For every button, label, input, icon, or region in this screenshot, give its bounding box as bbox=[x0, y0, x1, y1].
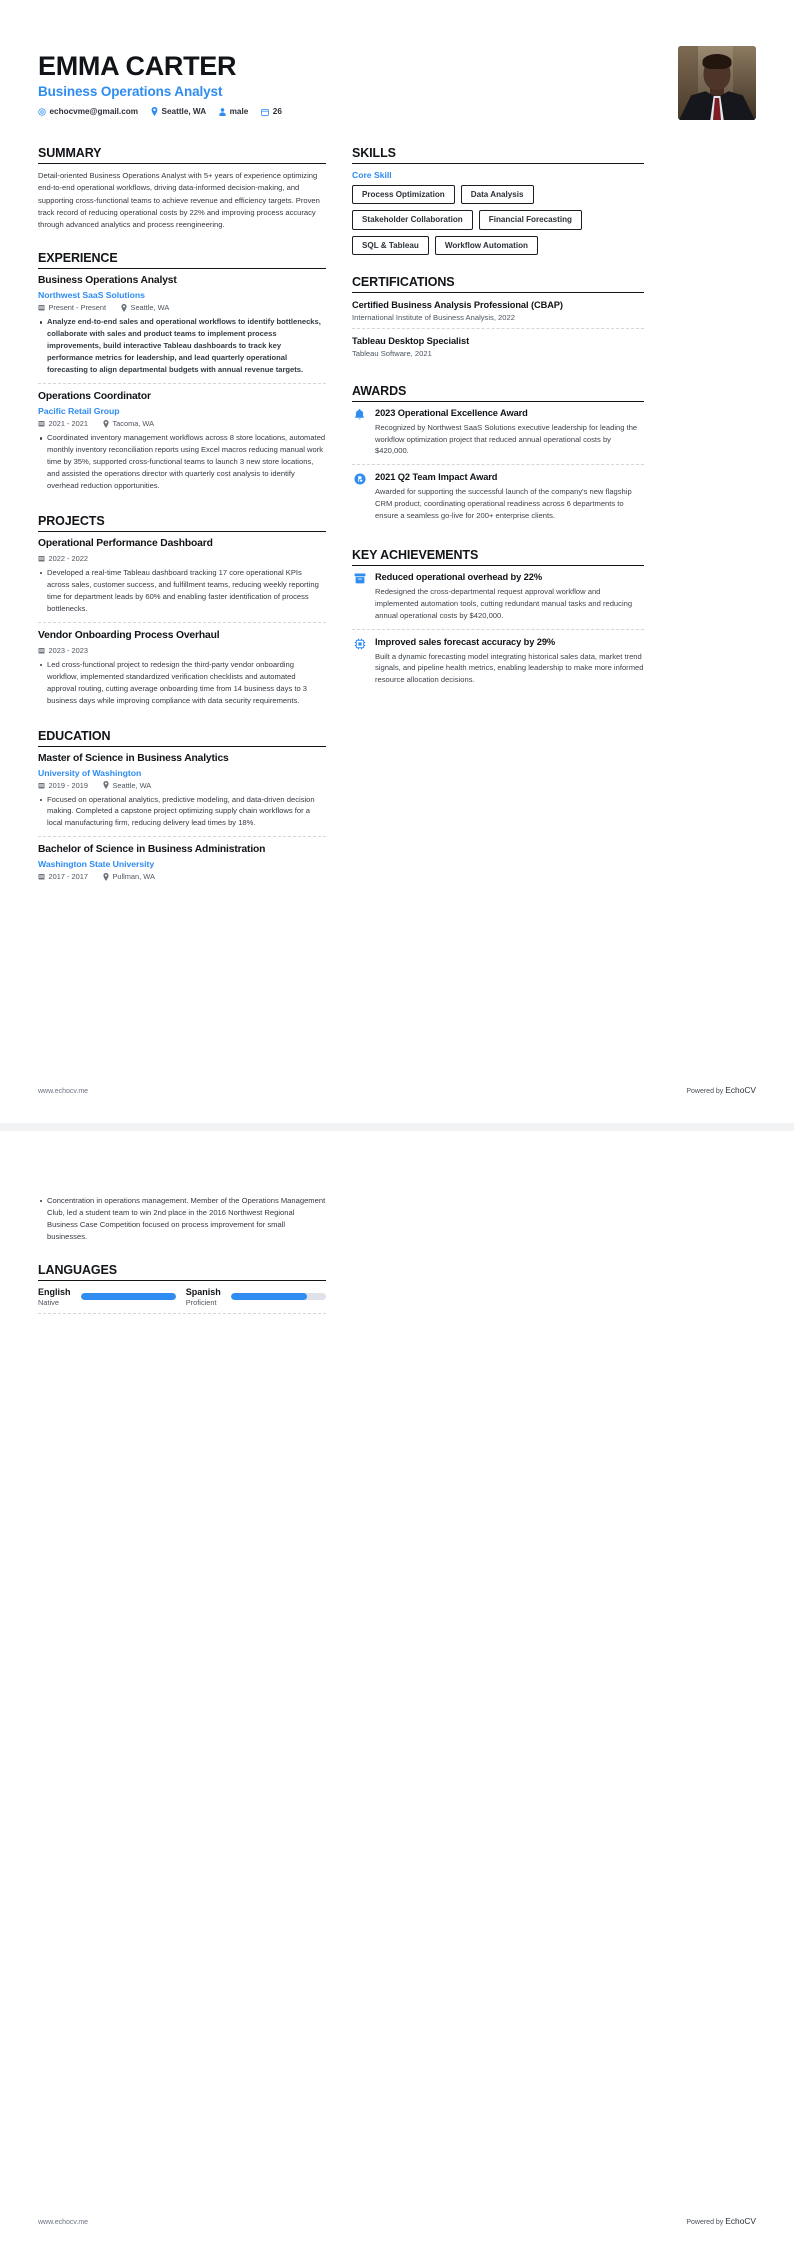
entry-dates bbox=[38, 554, 88, 563]
resume-page-1 bbox=[0, 0, 794, 1123]
calendar-icon bbox=[38, 873, 45, 880]
location-pin-icon bbox=[103, 420, 109, 428]
certification-name: Tableau Desktop Specialist bbox=[352, 335, 470, 346]
entry-dates-value: 2021 - 2021 bbox=[48, 419, 88, 429]
left-column-continued bbox=[38, 1191, 326, 1328]
summary-heading: SUMMARY bbox=[38, 146, 326, 164]
footer-website[interactable]: www.echocv.me bbox=[38, 2219, 89, 2226]
resume-body bbox=[38, 146, 756, 897]
projects-heading: PROJECTS bbox=[38, 514, 326, 532]
achievement-title: Improved sales forecast accuracy by 29% bbox=[375, 636, 556, 647]
contact-age-value: 26 bbox=[272, 107, 282, 117]
education-entry bbox=[38, 844, 326, 883]
certification-issuer: Tableau Software, 2021 bbox=[352, 349, 432, 359]
section-awards bbox=[352, 384, 644, 528]
language-proficiency-fill bbox=[231, 1293, 307, 1300]
page-title: EMMA CARTER bbox=[38, 51, 237, 81]
page-break-divider bbox=[0, 1123, 794, 1131]
award-title: 2021 Q2 Team Impact Award bbox=[375, 472, 498, 483]
education-continued-bullets bbox=[38, 1195, 326, 1243]
contact-row bbox=[38, 107, 282, 116]
calendar-icon bbox=[261, 108, 269, 116]
contact-age bbox=[261, 107, 282, 116]
entry-meta bbox=[38, 781, 326, 790]
calendar-icon bbox=[38, 647, 45, 654]
achievement-title: Reduced operational overhead by 22% bbox=[375, 572, 542, 583]
entry-location bbox=[103, 872, 155, 881]
language-proficiency-bar bbox=[81, 1293, 176, 1300]
certification-issuer: International Institute of Business Analysis, 2022 bbox=[352, 312, 515, 322]
section-experience bbox=[38, 251, 326, 494]
languages-heading: LANGUAGES bbox=[38, 1263, 326, 1281]
resume-header bbox=[38, 34, 756, 120]
resume-page-2 bbox=[0, 1131, 794, 2254]
awards-heading: AWARDS bbox=[352, 384, 644, 402]
award-description: Recognized by Northwest SaaS Solutions executive leadership for leading the workflow optimization project that reduced annual operational costs by $420,000. bbox=[375, 422, 638, 456]
achievement-item bbox=[352, 637, 644, 693]
list-item: Analyze end-to-end sales and operational workflows to identify bottlenecks, collaborate with sales and product teams to implement process improvements, build interactive Tableau dashboards to track key performance metrics for leadership, and lead quarterly operational forecasting to align departmental budgets with annual revenue targets. bbox=[38, 316, 326, 376]
school-name: Washington State University bbox=[38, 859, 155, 870]
certification-name: Certified Business Analysis Professional (CBAP) bbox=[352, 299, 563, 310]
entry-meta bbox=[38, 646, 326, 655]
skill-tag[interactable]: Stakeholder Collaboration bbox=[352, 210, 473, 229]
entry-dates bbox=[38, 419, 88, 428]
degree-title: Master of Science in Business Analytics bbox=[38, 752, 229, 764]
archive-box-icon bbox=[352, 572, 367, 621]
project-title: Vendor Onboarding Process Overhaul bbox=[38, 629, 220, 641]
contact-location-value: Seattle, WA bbox=[161, 107, 207, 117]
page-footer bbox=[38, 2216, 756, 2226]
skill-tag[interactable]: Workflow Automation bbox=[435, 236, 538, 255]
calendar-icon bbox=[38, 420, 45, 427]
entry-bullets bbox=[38, 567, 326, 615]
entry-organization: Pacific Retail Group bbox=[38, 406, 120, 417]
person-icon bbox=[219, 108, 226, 116]
skill-tag[interactable]: Financial Forecasting bbox=[479, 210, 582, 229]
entry-meta bbox=[38, 554, 326, 563]
entry-bullets bbox=[38, 432, 326, 492]
certification-item bbox=[352, 299, 644, 329]
footer-brand bbox=[686, 1085, 756, 1095]
school-name: University of Washington bbox=[38, 767, 142, 778]
project-title: Operational Performance Dashboard bbox=[38, 538, 213, 550]
location-pin-icon bbox=[121, 304, 127, 312]
list-item: Developed a real-time Tableau dashboard tracking 17 core operational KPIs across sales, customer success, and fulfillment teams, reducing weekly reporting time for department leads by 60% and enabling faster identification of process bottlenecks. bbox=[38, 567, 326, 615]
entry-meta bbox=[38, 303, 326, 312]
entry-dates-value: 2022 - 2022 bbox=[48, 553, 88, 563]
entry-location-value: Seattle, WA bbox=[112, 780, 152, 790]
entry-location-value: Tacoma, WA bbox=[112, 419, 155, 429]
left-column bbox=[38, 146, 326, 897]
entry-organization: Northwest SaaS Solutions bbox=[38, 290, 145, 301]
entry-bullets bbox=[38, 659, 326, 707]
section-languages bbox=[38, 1263, 326, 1314]
language-proficiency-bar bbox=[231, 1293, 326, 1300]
badge-icon bbox=[352, 472, 367, 521]
award-item bbox=[352, 408, 644, 465]
skill-tag[interactable]: Data Analysis bbox=[461, 185, 534, 204]
education-heading: EDUCATION bbox=[38, 729, 326, 747]
entry-location bbox=[103, 781, 151, 790]
entry-meta bbox=[38, 872, 326, 881]
footer-brand bbox=[686, 2216, 756, 2226]
experience-entry bbox=[38, 391, 326, 494]
award-title: 2023 Operational Excellence Award bbox=[375, 408, 528, 419]
language-level: Native bbox=[38, 1297, 59, 1307]
footer-brand-name: EchoCV bbox=[725, 1085, 756, 1095]
footer-powered-prefix: Powered by bbox=[686, 2219, 726, 2226]
footer-website[interactable]: www.echocv.me bbox=[38, 1088, 89, 1095]
skill-tag-list bbox=[352, 185, 644, 255]
list-item: Concentration in operations management. Member of the Operations Management Club, led a student team to win 2nd place in the 2016 Northwest Regional Business Case Competition focused on process improvement for small businesses. bbox=[38, 1195, 326, 1243]
list-item: Focused on operational analytics, predictive modeling, and data-driven decision making. Completed a capstone project optimizing supply chain workflows for a local manufacturing firm, reducing delivery lead times by 18%. bbox=[38, 794, 326, 830]
skills-heading: SKILLS bbox=[352, 146, 644, 164]
entry-location-value: Pullman, WA bbox=[112, 872, 155, 882]
page-footer bbox=[38, 1085, 756, 1095]
entry-location bbox=[103, 419, 154, 428]
language-item bbox=[38, 1287, 71, 1307]
entry-dates-value: Present - Present bbox=[48, 303, 107, 313]
contact-email-value: echocvme@gmail.com bbox=[49, 107, 139, 117]
language-row bbox=[38, 1287, 326, 1314]
key-achievements-heading: KEY ACHIEVEMENTS bbox=[352, 548, 644, 566]
experience-heading: EXPERIENCE bbox=[38, 251, 326, 269]
contact-location bbox=[151, 107, 206, 116]
language-level: Proficient bbox=[185, 1297, 217, 1307]
skill-tag[interactable]: SQL & Tableau bbox=[352, 236, 429, 255]
entry-meta bbox=[38, 419, 326, 428]
calendar-icon bbox=[38, 555, 45, 562]
achievement-body bbox=[375, 572, 644, 621]
section-education bbox=[38, 729, 326, 884]
section-skills bbox=[352, 146, 644, 255]
achievement-description: Redesigned the cross-departmental request approval workflow and implemented automation tools, cutting redundant manual tasks and reducing annual operational costs by $420,000. bbox=[375, 587, 633, 620]
entry-location bbox=[121, 303, 169, 312]
award-description: Awarded for supporting the successful launch of the company's new flagship CRM product, coordinating operational readiness across 6 departments to ensure a seamless go-live for 200+ enterprise clients. bbox=[375, 487, 632, 520]
certifications-heading: CERTIFICATIONS bbox=[352, 275, 644, 293]
footer-powered-prefix: Powered by bbox=[686, 1088, 726, 1095]
bell-icon bbox=[352, 408, 367, 457]
location-pin-icon bbox=[151, 107, 158, 116]
achievement-body bbox=[375, 637, 644, 686]
award-body bbox=[375, 472, 644, 521]
email-icon bbox=[38, 108, 46, 116]
list-item: Coordinated inventory management workflows across 8 store locations, automated monthly inventory reconciliation reports using Excel macros reducing manual work time by 35%, supported cross-functional teams to launch 3 new store locations, and assisted the operations director with quarterly cost analysis to identify overhead reduction opportunities. bbox=[38, 432, 326, 492]
list-item: Led cross-functional project to redesign the third-party vendor onboarding workflow, implemented standardized verification checklists and automated approval routing, cutting average onboarding time from 14 business days to 3 business days while improving compliance with data security requirements. bbox=[38, 659, 326, 707]
entry-dates bbox=[38, 781, 88, 790]
experience-entry bbox=[38, 275, 326, 384]
language-proficiency-fill bbox=[81, 1293, 176, 1300]
project-entry bbox=[38, 538, 326, 623]
entry-role: Business Operations Analyst bbox=[38, 275, 177, 287]
entry-dates-value: 2017 - 2017 bbox=[48, 872, 88, 882]
certification-item bbox=[352, 335, 644, 364]
section-key-achievements bbox=[352, 548, 644, 692]
summary-text: Detail-oriented Business Operations Analyst with 5+ years of experience optimizing end-to-end operational workflows, driving data-informed decision-making, and supporting cross-functional teams to achieve revenue and efficiency targets. Proven track record of reducing operational costs by 22% and improving process accuracy through advanced analytics and process reengineering. bbox=[38, 171, 320, 230]
avatar bbox=[678, 46, 756, 120]
calendar-icon bbox=[38, 304, 45, 311]
section-projects bbox=[38, 514, 326, 709]
language-name: Spanish bbox=[185, 1286, 221, 1297]
entry-bullets bbox=[38, 316, 326, 376]
degree-title: Bachelor of Science in Business Administration bbox=[38, 844, 266, 856]
location-pin-icon bbox=[103, 873, 109, 881]
calendar-icon bbox=[38, 782, 45, 789]
entry-dates bbox=[38, 872, 88, 881]
job-title: Business Operations Analyst bbox=[38, 84, 223, 100]
entry-bullets bbox=[38, 794, 326, 830]
header-identity bbox=[38, 46, 282, 116]
project-entry bbox=[38, 630, 326, 709]
section-summary bbox=[38, 146, 326, 231]
entry-dates bbox=[38, 303, 106, 312]
resume-body-continued bbox=[38, 1191, 756, 1328]
contact-gender-value: male bbox=[229, 107, 249, 117]
award-item bbox=[352, 472, 644, 528]
section-certifications bbox=[352, 275, 644, 364]
entry-dates bbox=[38, 646, 88, 655]
contact-email[interactable] bbox=[38, 107, 138, 116]
contact-gender bbox=[219, 107, 248, 116]
achievement-item bbox=[352, 572, 644, 629]
award-body bbox=[375, 408, 644, 457]
education-entry bbox=[38, 753, 326, 838]
skills-group-label: Core Skill bbox=[352, 170, 392, 180]
achievement-description: Built a dynamic forecasting model integrating historical sales data, market trend signals, and pipeline health metrics, enabling leadership to make more informed resource allocation decisions. bbox=[375, 651, 644, 685]
chip-icon bbox=[352, 637, 367, 686]
language-item bbox=[186, 1287, 221, 1307]
entry-role: Operations Coordinator bbox=[38, 391, 151, 403]
right-column bbox=[352, 146, 644, 707]
entry-dates-value: 2023 - 2023 bbox=[48, 645, 88, 655]
location-pin-icon bbox=[103, 781, 109, 789]
language-name: English bbox=[38, 1286, 71, 1297]
entry-dates-value: 2019 - 2019 bbox=[48, 780, 88, 790]
entry-location-value: Seattle, WA bbox=[130, 303, 170, 313]
footer-brand-name: EchoCV bbox=[725, 2216, 756, 2226]
skill-tag[interactable]: Process Optimization bbox=[352, 185, 455, 204]
